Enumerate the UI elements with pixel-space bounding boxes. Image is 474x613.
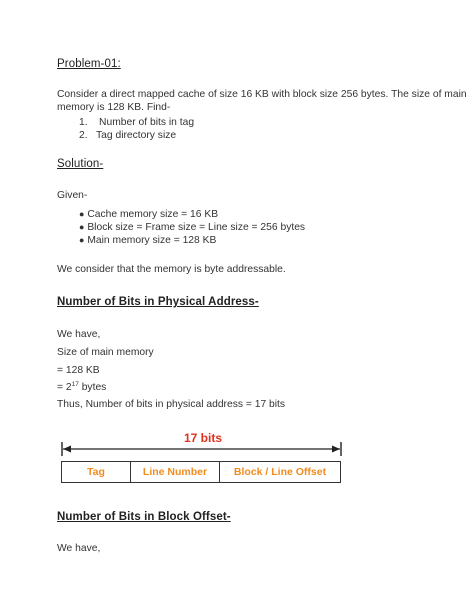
power-unit: bytes: [78, 382, 107, 393]
main-memory-size-label: Size of main memory: [57, 347, 154, 358]
bullet-icon: ●: [79, 222, 85, 232]
main-memory-size-bytes: [57, 381, 106, 395]
solution-heading: Solution-: [57, 158, 104, 170]
tag-field: Tag: [87, 466, 105, 478]
given-item-text: Main memory size = 128 KB: [87, 235, 217, 246]
problem-heading: Problem-01:: [57, 58, 121, 70]
task-text: Tag directory size: [96, 130, 177, 141]
main-memory-size-kb: = 128 KB: [57, 365, 100, 376]
power-exponent: 17: [71, 381, 79, 388]
given-item: [79, 208, 218, 221]
power-base: = 2: [57, 382, 72, 393]
given-item-text: Block size = Frame size = Line size = 256 bytes: [87, 222, 306, 233]
arrow-right-icon: [332, 446, 340, 453]
assumption-text: We consider that the memory is byte addressable.: [57, 264, 286, 275]
address-fields: [61, 461, 341, 483]
problem-statement-line-1: Consider a direct mapped cache of size 16 KB with block size 256 bytes. The size of main: [57, 89, 467, 100]
bullet-icon: ●: [79, 235, 85, 245]
given-item: [79, 221, 305, 234]
block-offset-we-have: We have,: [57, 543, 101, 554]
block-offset-heading: Number of Bits in Block Offset-: [57, 511, 231, 523]
arrow-left-icon: [63, 446, 71, 453]
given-item: [79, 234, 216, 247]
span-label: 17 bits: [183, 431, 222, 445]
physical-address-heading: Number of Bits in Physical Address-: [57, 296, 259, 308]
physical-address-conclusion: Thus, Number of bits in physical address = 17 bits: [57, 399, 286, 410]
task-text: Number of bits in tag: [99, 117, 195, 128]
line-number-field: Line Number: [130, 462, 219, 482]
block-offset-field: Block / Line Offset: [219, 462, 340, 482]
we-have-text: We have,: [57, 329, 101, 340]
problem-statement-line-2: memory is 128 KB. Find-: [57, 102, 171, 113]
bullet-icon: ●: [79, 209, 85, 219]
task-number: 2.: [79, 130, 88, 141]
task-number: 1.: [79, 117, 88, 128]
given-label: Given-: [57, 190, 88, 201]
task-item: [79, 116, 194, 129]
given-item-text: Cache memory size = 16 KB: [87, 209, 219, 220]
address-format-diagram: [55, 428, 355, 493]
task-item: [79, 129, 176, 142]
